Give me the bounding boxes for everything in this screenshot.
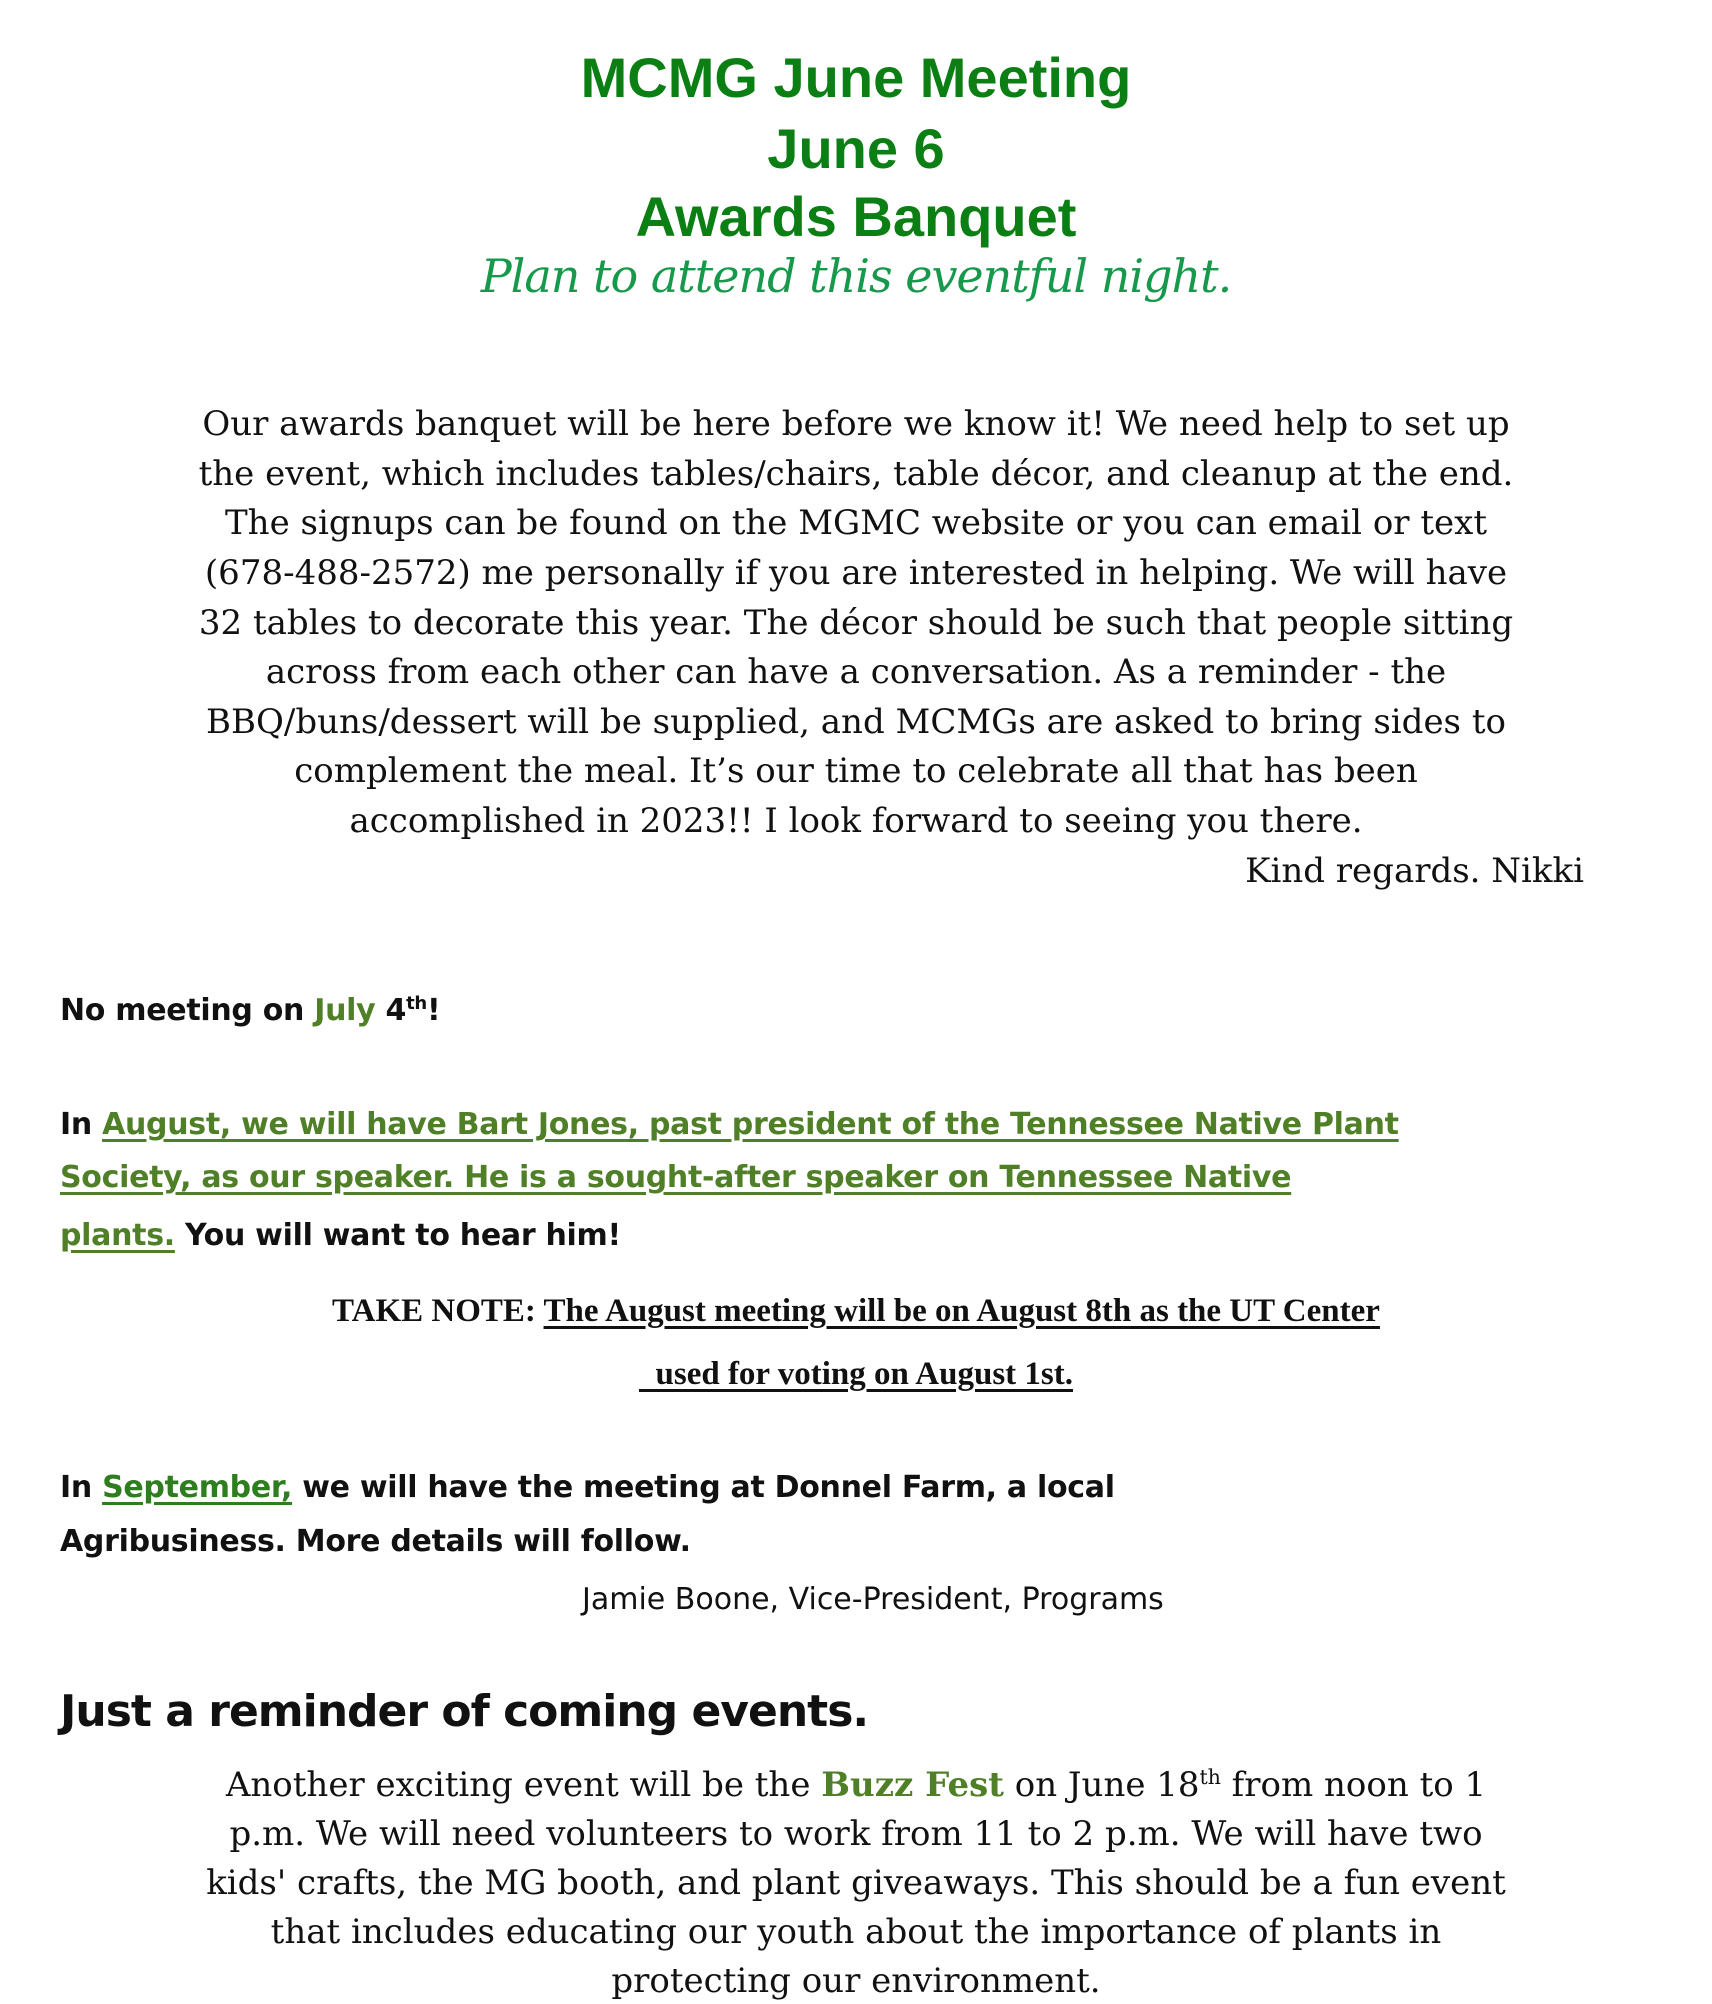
- september-line-1: [60, 1470, 1712, 1505]
- take-note-label: TAKE NOTE:: [332, 1293, 544, 1329]
- september-line-2: Agribusiness. More details will follow.: [60, 1524, 691, 1559]
- title-line-2: June 6: [767, 117, 945, 180]
- august-link[interactable]: Society, as our speaker. He is a sought-after speaker on Tennessee Native: [60, 1160, 1292, 1195]
- text: 4: [375, 993, 407, 1028]
- text-line: BBQ/buns/dessert will be supplied, and MCMGs are asked to bring sides to: [206, 702, 1506, 742]
- text-line: that includes educating our youth about the importance of plants in: [270, 1912, 1442, 1952]
- superscript: th: [1199, 1764, 1221, 1789]
- take-note-line-1: [0, 1295, 1712, 1328]
- august-link[interactable]: August, we will have Bart Jones, past president of the Tennessee Native Plant: [102, 1107, 1399, 1142]
- text: You will want to hear him!: [174, 1218, 621, 1253]
- august-line-3: [60, 1218, 1712, 1253]
- banquet-signature: Kind regards. Nikki: [1245, 851, 1584, 891]
- text-line: 32 tables to decorate this year. The décor should be such that people sitting: [198, 603, 1514, 643]
- september-link[interactable]: September,: [102, 1470, 293, 1505]
- text-line: complement the meal. It’s our time to celebrate all that has been: [294, 751, 1418, 791]
- title-line-1: MCMG June Meeting: [580, 46, 1132, 109]
- month: July: [314, 993, 376, 1028]
- take-note-text: The August meeting will be on August 8th as the UT Center: [543, 1293, 1380, 1329]
- text: Another exciting event will be the: [225, 1765, 822, 1805]
- august-line-1: [60, 1107, 1712, 1142]
- july-notice: [60, 993, 1712, 1028]
- superscript: th: [406, 993, 427, 1015]
- text-line: p.m. We will need volunteers to work from 11 to 2 p.m. We will have two: [229, 1814, 1483, 1854]
- text: In: [60, 1107, 103, 1142]
- text-line: kids' crafts, the MG booth, and plant giveaways. This should be a fun event: [206, 1863, 1506, 1903]
- reminder-heading: Just a reminder of coming events.: [60, 1686, 869, 1737]
- text-line: across from each other can have a conversation. As a reminder - the: [265, 652, 1447, 692]
- september-signature: Jamie Boone, Vice-President, Programs: [582, 1582, 1164, 1617]
- text: we will have the meeting at Donnel Farm, a local: [292, 1470, 1115, 1505]
- text-line: accomplished in 2023!! I look forward to seeing you there.: [349, 801, 1363, 841]
- text: !: [426, 993, 441, 1028]
- text-line: The signups can be found on the MGMC website or you can email or text: [225, 503, 1487, 543]
- august-line-2: [60, 1160, 1712, 1195]
- buzz-fest-highlight: Buzz Fest: [821, 1765, 1004, 1805]
- text: on June 18: [1003, 1765, 1200, 1805]
- text-line: (678-488-2572) me personally if you are interested in helping. We will have: [204, 553, 1508, 593]
- text-line: protecting our environment.: [611, 1961, 1101, 2001]
- subtitle: Plan to attend this eventful night.: [480, 249, 1232, 303]
- text-line: [0, 1764, 1712, 1805]
- text-line: Our awards banquet will be here before we know it! We need help to set up: [202, 404, 1510, 444]
- text: In: [60, 1470, 103, 1505]
- title-line-3: Awards Banquet: [635, 185, 1077, 248]
- august-link[interactable]: plants.: [60, 1218, 175, 1253]
- text: No meeting on: [60, 993, 315, 1028]
- take-note-line-2: [0, 1358, 1712, 1391]
- text-line: the event, which includes tables/chairs, table décor, and cleanup at the end.: [198, 454, 1514, 494]
- take-note-text: used for voting on August 1st.: [639, 1356, 1073, 1392]
- text: from noon to 1: [1220, 1765, 1487, 1805]
